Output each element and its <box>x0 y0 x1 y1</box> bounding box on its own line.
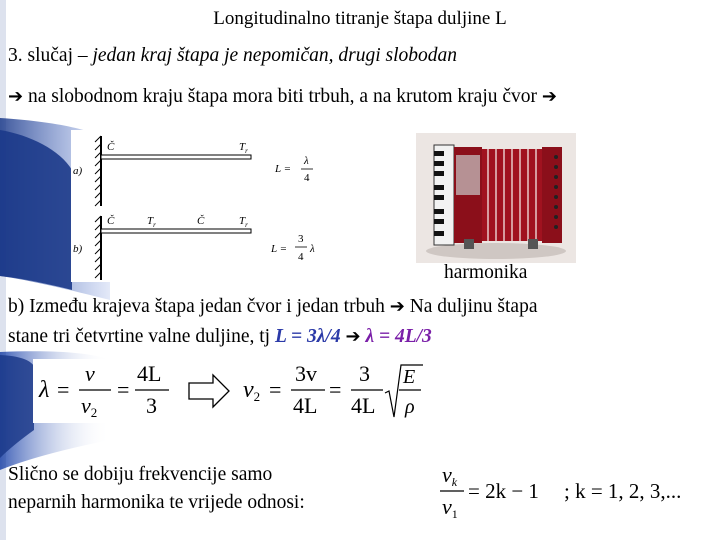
node-label-b2: Č <box>197 215 205 227</box>
equation-wavelength: λ = 4L/3 <box>365 326 432 347</box>
right-arrow-icon: ➔ <box>389 296 405 317</box>
equation-a-den: 4 <box>304 172 310 184</box>
node-label-b1: Č <box>107 215 115 227</box>
eq-4L-den: 4L <box>293 393 318 418</box>
eq-equals-1: = <box>57 377 70 402</box>
arrow-icon <box>189 375 229 407</box>
eq-equals-3: = <box>269 377 282 402</box>
explanation-text-1b: Na duljinu štapa <box>404 296 538 317</box>
case-heading <box>8 45 457 67</box>
right-arrow-icon: ➔ <box>8 86 24 107</box>
accordion-photo <box>416 133 576 263</box>
explanation-text-1a: b) Između krajeva štapa jedan čvor i jedan trbuh <box>8 296 390 317</box>
eq-lambda: λ <box>39 377 50 403</box>
right-arrow-icon: ➔ <box>345 326 361 347</box>
rod-diagram <box>71 130 321 282</box>
eq-v: v <box>85 361 95 386</box>
eq-rho: ρ <box>405 396 415 418</box>
label-b: b) <box>73 243 83 255</box>
equation-b-den: 4 <box>298 251 304 263</box>
equation-b-var: λ <box>310 243 315 255</box>
explanation-line-1 <box>8 296 538 318</box>
eq-nu2: ν2 <box>243 377 261 404</box>
slide-title: Longitudinalno titranje štapa duljine L <box>213 8 507 29</box>
eq-equals-4: = <box>329 377 342 402</box>
explanation-line-2 <box>8 326 432 348</box>
eq-4L: 4L <box>137 361 162 386</box>
antinode-label-b1: $T_r$ <box>147 215 156 229</box>
eq-equals-2: = <box>117 377 130 402</box>
node-label-a: Č <box>107 141 115 153</box>
ratio-nu-1: ν1 <box>442 494 458 521</box>
ratio-rhs: = 2k − 1 <box>468 479 539 503</box>
equation-a-lhs: L = <box>275 163 292 175</box>
rod-b <box>101 229 251 233</box>
equation-length: L = 3λ/4 <box>274 326 341 347</box>
eq-4L-den-2: 4L <box>351 393 376 418</box>
frequency-equations-drawing <box>33 359 423 423</box>
similar-line-1: Slično se dobiju frekvencije samo <box>8 464 273 485</box>
rod-diagram-drawing <box>71 130 321 282</box>
ratio-k-definition: ; k = 1, 2, 3,... <box>564 479 682 503</box>
photo-caption: harmonika <box>444 262 528 283</box>
eq-3-num: 3 <box>359 361 370 386</box>
ratio-nu-k: νk <box>442 462 458 489</box>
antinode-label-a: $T_r$ <box>239 141 248 155</box>
accordion-image <box>416 133 576 263</box>
equation-b-num: 3 <box>298 233 304 245</box>
right-arrow-icon: ➔ <box>541 86 557 107</box>
boundary-condition-line <box>8 86 557 108</box>
case-number: 3. slučaj – <box>8 45 93 66</box>
equation-a-num: λ <box>304 155 309 167</box>
eq-nu-2: ν2 <box>81 393 98 420</box>
antinode-label-b2: $T_r$ <box>239 215 248 229</box>
harmonic-ratio <box>438 462 708 526</box>
eq-3: 3 <box>146 393 157 418</box>
case-description: jedan kraj štapa je nepomičan, drugi slobodan <box>92 45 457 66</box>
explanation-text-2: stane tri četvrtine valne duljine, tj <box>8 326 275 347</box>
harmonic-ratio-drawing <box>438 462 708 526</box>
eq-3v: 3v <box>295 361 317 386</box>
rod-a <box>101 155 251 159</box>
similar-line-2: neparnih harmonika te vrijede odnosi: <box>8 492 305 513</box>
eq-E: E <box>403 366 416 388</box>
boundary-condition-text: na slobodnom kraju štapa mora biti trbuh, a na krutom kraju čvor <box>23 86 542 107</box>
label-a: a) <box>73 165 83 177</box>
frequency-equations <box>33 359 423 423</box>
equation-b-lhs: L = <box>271 243 288 255</box>
